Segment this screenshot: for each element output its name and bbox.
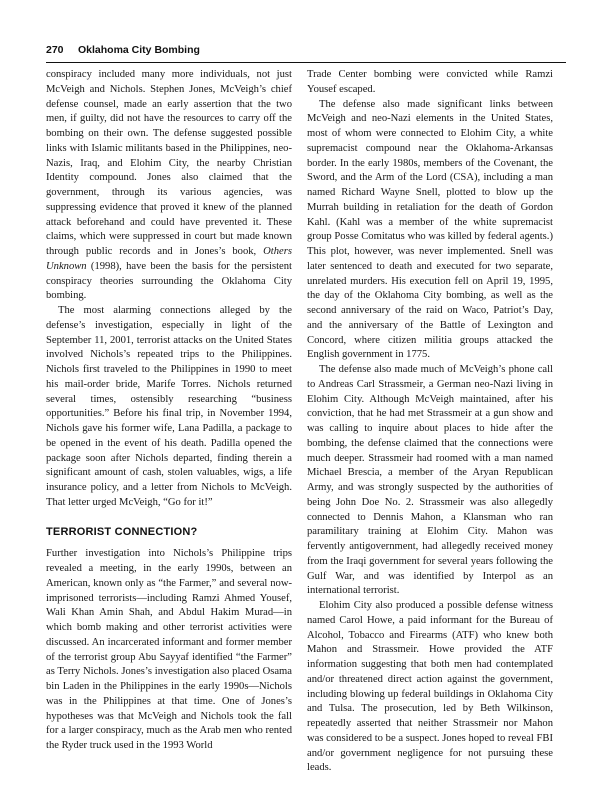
running-title: Oklahoma City Bombing <box>78 44 200 56</box>
paragraph-conspiracy <box>46 68 292 304</box>
paragraph-strassmeir: The defense also made much of McVeigh’s phone call to Andreas Carl Strassmeir, a German neo-Nazi living in Elohim City. Although McVeigh maintained, after his conviction, that he had met Strassmeir at a gun show and was calling to inquire about places to hide after the bombing, the defense claimed that the connections were much deeper. Strassmeir had roomed with a man named Michael Brescia, a member of the Aryan Republican Army, and was strongly suspected by the authorities of being John Doe No. 2. Strassmeir was also allegedly connected to Dennis Mahon, a Klansman who ran paramilitary training at Elohim City. Mahon was fervently antigovernment, had allegedly received money from the Iraqi government for several years following the Gulf War, and was identified by Interpol as an international terrorist. <box>307 364 553 597</box>
right-column <box>307 68 553 776</box>
paragraph-philippines: The most alarming connections alleged by the defense’s investigation, especially in light of the September 11, 2001, terrorist attacks on the United States involved Nichols’s repeated trips to the Philippines. Nichols first traveled to the Philippines in 1990 to meet his mail-order bride, Marife Torres. Nichols returned several times, ostensibly researching “business opportunities.” Before his final trip, in November 1994, Nichols gave his former wife, Lana Padilla, a package to be opened in the event of his death. Padilla opened the package soon after Nichols departed, finding therein a significant amount of cash, stolen valuables, wigs, a life insurance policy, and a letter from Nichols to McVeigh. That letter urged McVeigh, “Go for it!” <box>46 305 292 508</box>
paragraph-neo-nazi: The defense also made significant links between McVeigh and neo-Nazi elements in the United States, most of whom were connected to Elohim City, a white supremacist compound near the Oklahoma-Arkansas border. In the early 1980s, members of the Covenant, the Sword, and the Arm of the Lord (CSA), including a man named Richard Wayne Snell, plotted to blow up the Murrah building in retaliation for the death of Gordon Kahl. (Kahl was a member of the white supremacist group Posse Comitatus who was killed by federal agents.) This plot, however, was never implemented. Snell was later sentenced to death and executed for two separate, unrelated murders. His execution fell on April 19, 1995, the day of the Oklahoma City bombing, as well as the second anniversary of the raid on Waco, Patriot’s Day, and the anniversary of the Battle of Lexington and Concord, where citizen militia groups attacked the English government in 1775. <box>307 98 553 361</box>
paragraph-text: (1998), have been the basis for the persistent conspiracy theories surrounding the Oklahoma City bombing. <box>46 260 292 302</box>
left-column <box>46 68 292 754</box>
paragraph-text: conspiracy included many more individuals, not just McVeigh and Nichols. Stephen Jones, McVeigh’s chief defense counsel, made an early assertion that the two men, if guilty, did not have the resources to carry off the bombing on their own. The defense suggested possible links with Islamic militants based in the Philippines, neo-Nazis, Iraq, and Elohim City, the nearby Christian Identity compound. Jones also claimed that the government, through its various agencies, was suppressing evidence that proved it knew of the planned attack beforehand and could have prevented it. These claims, which were suppressed in court but made known through public records and in Jones’s book, <box>46 69 292 257</box>
running-header <box>46 44 566 58</box>
paragraph-investigation: Further investigation into Nichols’s Philippine trips revealed a meeting, in the early 1990s, between an American, known only as “the Farmer,” and several now-imprisoned terrorists—including Ramzi Ahmed Yousef, Wali Khan Amin Shah, and Abdul Hakim Murad—in which bomb making and other terrorist activities were discussed. An incarcerated informant and former member of the terrorist group Abu Sayyaf identified “the Farmer” as Terry Nichols. Jones’s investigation also placed Osama bin Laden in the Philippines in the early 1990s—Nichols was in the Philippines at that time. One of Jones’s hypotheses was that McVeigh and Nichols took the fall for a larger conspiracy, much as the Arab men who rented the Ryder truck used in the 1993 World <box>46 548 292 751</box>
paragraph-trade-center: Trade Center bombing were convicted while Ramzi Yousef escaped. <box>307 69 553 95</box>
paragraph-carol-howe: Elohim City also produced a possible defense witness named Carol Howe, a paid informant for the Bureau of Alcohol, Tobacco and Firearms (ATF) who knew both Mahon and Strassmeir. Howe provided the ATF information suggesting that both men had contemplated and/or threatened direct action against the government, including blowing up federal buildings in Oklahoma City and Tulsa. The prosecution, led by Beth Wilkinson, repeatedly asserted that neither Strassmeir nor Mahon was considered to be a suspect. Jones hoped to reveal FBI and/or government negligence for not pursuing these leads. <box>307 600 553 774</box>
book-title: Others Unknown <box>46 246 292 272</box>
section-heading: TERRORIST CONNECTION? <box>46 525 198 538</box>
page-number: 270 <box>46 44 64 56</box>
header-rule <box>46 62 566 63</box>
